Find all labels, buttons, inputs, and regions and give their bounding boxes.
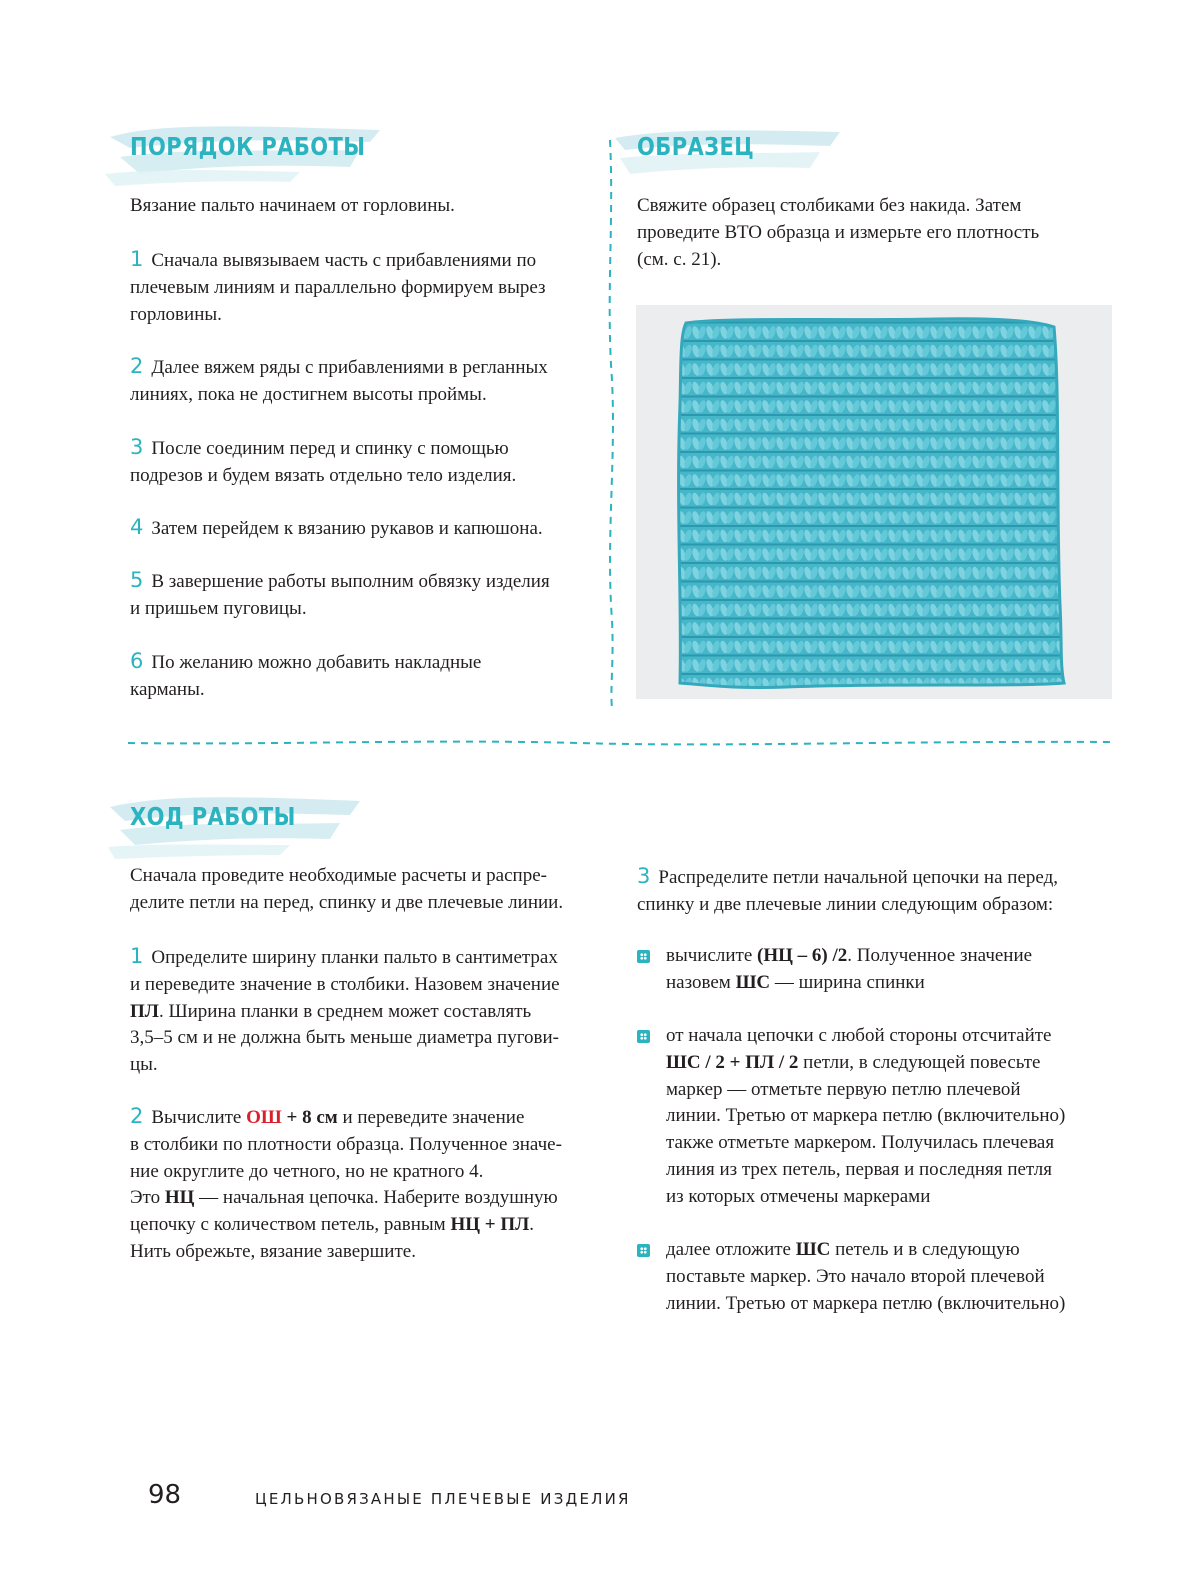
line: ние округлите до четного, но не кратного 4.	[130, 1160, 484, 1182]
line: линии. Третью от маркера петлю (включительно)	[666, 1292, 1066, 1314]
line: Далее вяжем ряды с прибавлениями в регланных	[151, 357, 548, 378]
step-number: 3	[637, 864, 651, 888]
line: в столбики по плотности образца. Полученное значе-	[130, 1133, 562, 1155]
line: В завершение работы выполним обвязку изделия	[151, 571, 550, 592]
text: Это	[130, 1187, 165, 1209]
line: . Ширина планки в среднем может составлять	[158, 1000, 532, 1022]
text: — начальная цепочка. Наберите воздушную	[194, 1187, 558, 1209]
bold-term: ШС / 2 + ПЛ / 2	[666, 1051, 799, 1073]
order-step-6	[130, 648, 600, 704]
line: проведите ВТО образца и измерьте его плотность	[637, 221, 1040, 243]
bold-term: ШС	[735, 971, 771, 993]
line: По желанию можно добавить накладные	[151, 652, 482, 673]
order-step-3	[130, 434, 600, 490]
line: 3,5–5 см и не должна быть меньше диаметра пугови-	[130, 1027, 560, 1049]
horizontal-dashed-divider	[128, 733, 1118, 753]
line: (см. с. 21).	[637, 248, 722, 270]
step-number: 4	[130, 515, 144, 539]
progress-step-1	[130, 943, 620, 1079]
text: назовем	[666, 971, 736, 993]
line: линия из трех петель, первая и последняя петля	[666, 1158, 1052, 1180]
line: плечевым линиям и параллельно формируем вырез	[130, 276, 546, 298]
line: Затем перейдем к вязанию рукавов и капюшона.	[151, 518, 543, 539]
line: от начала цепочки с любой стороны отсчитайте	[666, 1025, 1052, 1046]
bold-term: НЦ + ПЛ	[450, 1214, 530, 1236]
bullet-icon	[637, 1030, 650, 1043]
line: Сначала вывязываем часть с прибавлениями по	[151, 250, 537, 271]
order-step-2	[130, 353, 600, 409]
bold-term: + 8 см	[281, 1107, 338, 1128]
line: цы.	[130, 1054, 158, 1076]
line: Свяжите образец столбиками без накида. Затем	[637, 195, 1022, 216]
line: карманы.	[130, 678, 205, 700]
order-step-1	[130, 246, 600, 328]
order-intro: Вязание пальто начинаем от горловины.	[130, 195, 455, 216]
line: и пришьем пуговицы.	[130, 597, 307, 619]
text: . Полученное значение	[847, 945, 1033, 966]
bullet-item-3	[666, 1237, 1126, 1317]
text: далее отложите	[666, 1239, 796, 1260]
bullet-item-1	[666, 943, 1126, 997]
bold-term: ПЛ	[130, 1000, 159, 1022]
section-title-progress: ХОД РАБОТЫ	[130, 802, 296, 831]
step-number: 6	[130, 649, 144, 673]
line: линии. Третью от маркера петлю (включительно)	[666, 1105, 1066, 1127]
highlight-term: ОШ	[246, 1107, 282, 1128]
text: .	[529, 1214, 535, 1236]
line: Определите ширину планки пальто в сантиметрах	[151, 947, 558, 968]
line: Сначала проведите необходимые расчеты и распре-	[130, 865, 547, 886]
running-footer: ЦЕЛЬНОВЯЗАНЫЕ ПЛЕЧЕВЫЕ ИЗДЕЛИЯ	[255, 1490, 631, 1508]
section-title-sample: ОБРАЗЕЦ	[637, 132, 755, 161]
line: Нить обрежьте, вязание завершите.	[130, 1240, 416, 1262]
line: горловины.	[130, 303, 222, 325]
step-number: 2	[130, 1104, 144, 1128]
order-step-4	[130, 514, 600, 543]
line: подрезов и будем вязать отдельно тело изделия.	[130, 464, 517, 486]
bullet-icon	[637, 1244, 650, 1257]
step-number: 5	[130, 568, 144, 592]
section-title-order: ПОРЯДОК РАБОТЫ	[130, 132, 366, 161]
line: спинку и две плечевые линии следующим образом:	[637, 893, 1054, 915]
bullet-item-2	[666, 1023, 1126, 1211]
line: также отметьте маркером. Получилась плечевая	[666, 1132, 1055, 1154]
line: Распределите петли начальной цепочки на перед,	[658, 867, 1058, 888]
line: делите петли на перед, спинку и две плечевые линии.	[130, 891, 564, 913]
line: из которых отмечены маркерами	[666, 1185, 931, 1207]
text: — ширина спинки	[770, 971, 925, 993]
line: маркер — отметьте первую петлю плечевой	[666, 1078, 1021, 1100]
bullet-icon	[637, 950, 650, 963]
step-number: 2	[130, 354, 144, 378]
sample-text	[637, 193, 1117, 273]
line: петли, в следующей повесьте	[798, 1051, 1041, 1073]
page-number: 98	[148, 1480, 182, 1510]
text: и переведите значение	[337, 1107, 525, 1128]
order-step-5	[130, 567, 600, 623]
line: линиях, пока не достигнем высоты проймы.	[130, 383, 487, 405]
text: цепочку с количеством петель, равным	[130, 1214, 451, 1236]
progress-step-2	[130, 1103, 620, 1266]
text: петель и в следующую	[830, 1239, 1020, 1260]
text: Вычислите	[151, 1107, 247, 1128]
step-number: 3	[130, 435, 144, 459]
text: вычислите	[666, 945, 758, 966]
progress-intro	[130, 863, 610, 917]
bold-term: НЦ	[164, 1187, 195, 1209]
bold-term: (НЦ – 6) /2	[757, 945, 848, 966]
line: и переведите значение в столбики. Назовем значение	[130, 973, 560, 995]
bold-term: ШС	[795, 1239, 831, 1260]
line: поставьте маркер. Это начало второй плечевой	[666, 1265, 1045, 1287]
line: После соединим перед и спинку с помощью	[151, 438, 509, 459]
crochet-swatch-photo	[636, 305, 1112, 699]
vertical-dashed-divider	[600, 140, 624, 710]
progress-step-3	[637, 863, 1117, 919]
step-number: 1	[130, 944, 144, 968]
step-number: 1	[130, 247, 144, 271]
